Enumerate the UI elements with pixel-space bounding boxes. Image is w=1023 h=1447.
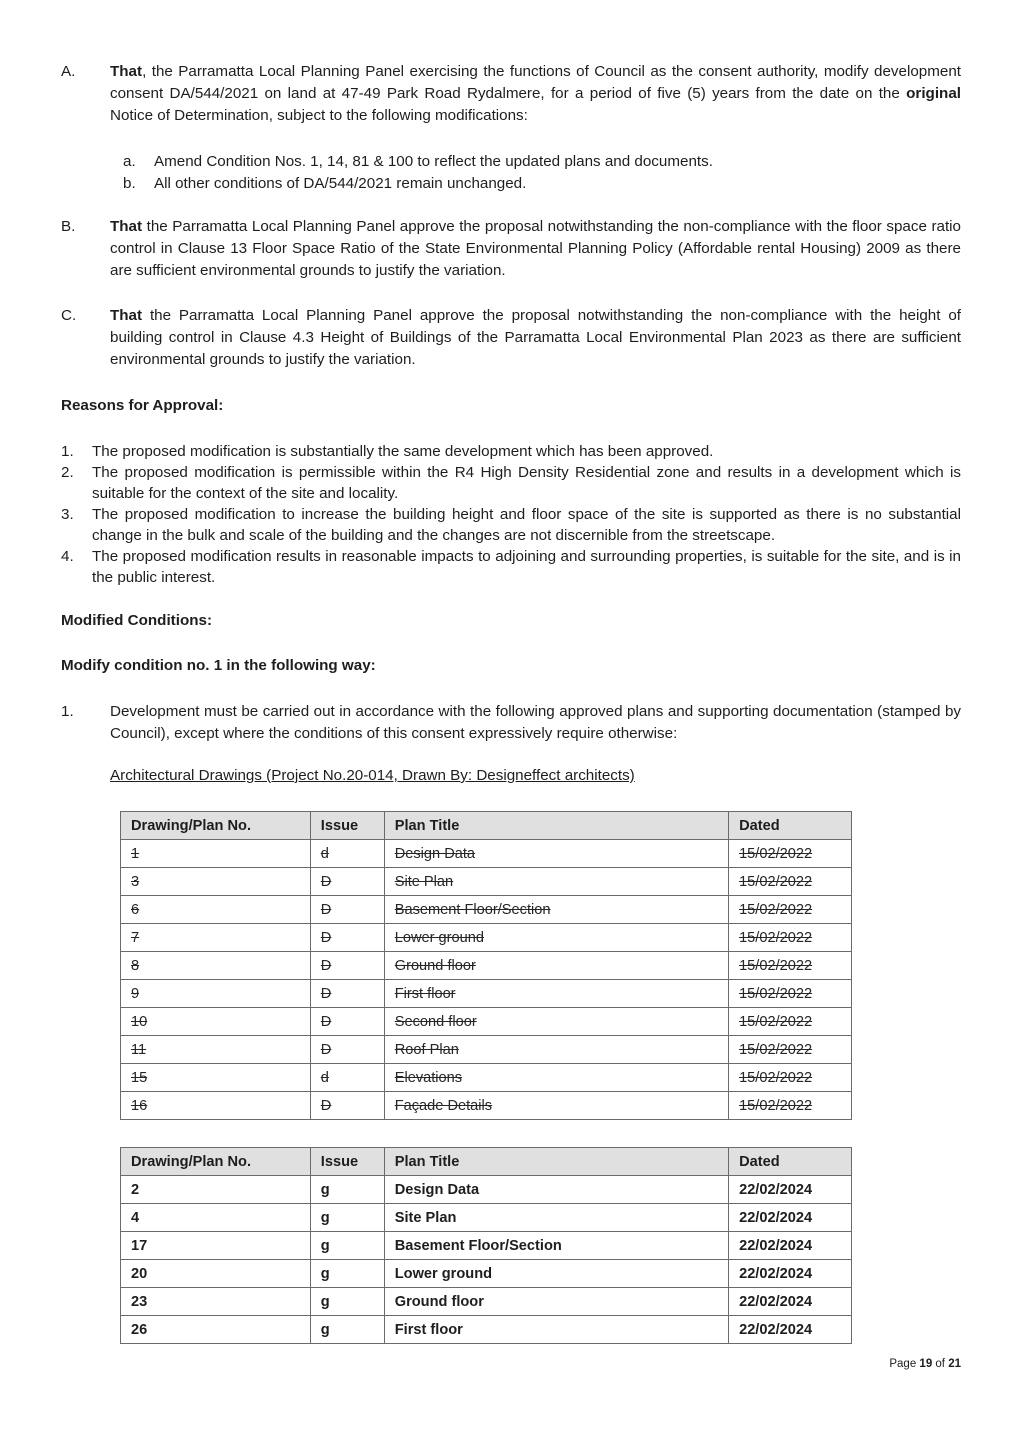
modified-conditions-heading: Modified Conditions: xyxy=(61,612,212,629)
plan-issue: g xyxy=(310,1204,384,1232)
plan-date: 22/02/2024 xyxy=(729,1316,852,1344)
plan-number: 10 xyxy=(121,1008,311,1036)
resolution-body: the Parramatta Local Planning Panel approve the proposal notwithstanding the non-compliance with the height of building control in Clause 4.3 Height of Buildings of the Parramatta Local Environmental Plan 2023 as there are sufficient environmental grounds to justify the variation. xyxy=(110,307,961,368)
plan-date: 22/02/2024 xyxy=(729,1288,852,1316)
plan-number: 20 xyxy=(121,1260,311,1288)
table-header-row xyxy=(121,812,852,840)
column-header: Issue xyxy=(310,812,384,840)
plan-title: First floor xyxy=(384,980,728,1008)
reason-item xyxy=(61,441,961,463)
resolution-body: the Parramatta Local Planning Panel approve the proposal notwithstanding the non-compliance with the floor space ratio control in Clause 13 Floor Space Ratio of the State Environmental Planning Policy (Affordable rental Housing) 2009 as there are sufficient environmental grounds to justify the variation. xyxy=(110,218,961,279)
column-header: Drawing/Plan No. xyxy=(121,812,311,840)
reason-text: The proposed modification results in reasonable impacts to adjoining and surrounding properties, is suitable for the site, and is in the public interest. xyxy=(92,548,961,586)
architectural-drawings-title: Architectural Drawings (Project No.20-014, Drawn By: Designeffect architects) xyxy=(110,767,635,784)
plan-issue: D xyxy=(310,1008,384,1036)
plan-title: Design Data xyxy=(384,840,728,868)
plan-number: 23 xyxy=(121,1288,311,1316)
plan-number: 11 xyxy=(121,1036,311,1064)
plan-issue: g xyxy=(310,1316,384,1344)
modification-text: All other conditions of DA/544/2021 remain unchanged. xyxy=(154,175,527,192)
resolution-lead: That xyxy=(110,218,143,235)
resolution-label: B. xyxy=(61,218,76,235)
plan-number: 26 xyxy=(121,1316,311,1344)
resolution-lead: That xyxy=(110,63,143,80)
condition-text: Development must be carried out in accordance with the following approved plans and supporting documentation (stamped by Council), except where the conditions of this consent expressively require otherwise: xyxy=(110,703,961,742)
plan-number: 2 xyxy=(121,1176,311,1204)
reason-label: 3. xyxy=(61,506,74,523)
plan-number: 7 xyxy=(121,924,311,952)
reasons-heading: Reasons for Approval: xyxy=(61,397,224,414)
table-row xyxy=(121,868,852,896)
reason-item xyxy=(61,546,961,588)
modification-text: Amend Condition Nos. 1, 14, 81 & 100 to reflect the updated plans and documents. xyxy=(154,153,713,170)
plan-issue: g xyxy=(310,1176,384,1204)
column-header: Plan Title xyxy=(384,812,728,840)
table-row xyxy=(121,980,852,1008)
superseded-plans-table xyxy=(120,811,852,1120)
plan-number: 8 xyxy=(121,952,311,980)
resolution-text xyxy=(110,216,961,282)
resolution-emphasis: original xyxy=(906,85,961,102)
plan-issue: g xyxy=(310,1232,384,1260)
plan-date: 15/02/2022 xyxy=(729,1036,852,1064)
table-row xyxy=(121,1288,852,1316)
plan-date: 15/02/2022 xyxy=(729,840,852,868)
plan-date: 22/02/2024 xyxy=(729,1232,852,1260)
current-page-number: 19 xyxy=(919,1358,933,1370)
footer-separator: of xyxy=(932,1358,949,1370)
resolution-label: C. xyxy=(61,307,77,324)
column-header: Plan Title xyxy=(384,1148,728,1176)
plan-title: Lower ground xyxy=(384,924,728,952)
resolution-c xyxy=(61,305,961,371)
reason-item xyxy=(61,462,961,504)
condition-label: 1. xyxy=(61,703,74,720)
resolution-lead: That xyxy=(110,307,143,324)
table-row xyxy=(121,1064,852,1092)
table-row xyxy=(121,1232,852,1260)
column-header: Issue xyxy=(310,1148,384,1176)
table-row xyxy=(121,1092,852,1120)
reason-label: 1. xyxy=(61,443,74,460)
resolution-text-before: , the Parramatta Local Planning Panel exercising the functions of Council as the consent authority, modify development consent DA/544/2021 on land at 47-49 Park Road Rydalmere, for a period of five (5) years from the date on the xyxy=(110,63,961,102)
plan-issue: d xyxy=(310,1064,384,1092)
resolution-text xyxy=(110,61,961,127)
plan-title: Site Plan xyxy=(384,1204,728,1232)
table-row xyxy=(121,840,852,868)
modification-b xyxy=(123,173,963,195)
plan-title: Basement Floor/Section xyxy=(384,1232,728,1260)
table-row xyxy=(121,952,852,980)
plan-date: 22/02/2024 xyxy=(729,1260,852,1288)
plan-title: Site Plan xyxy=(384,868,728,896)
reason-text: The proposed modification is substantially the same development which has been approved. xyxy=(92,443,714,460)
table-row xyxy=(121,896,852,924)
reason-label: 4. xyxy=(61,548,74,565)
plan-date: 15/02/2022 xyxy=(729,980,852,1008)
column-header: Drawing/Plan No. xyxy=(121,1148,311,1176)
total-page-count: 21 xyxy=(948,1358,961,1370)
plan-number: 16 xyxy=(121,1092,311,1120)
plan-issue: D xyxy=(310,896,384,924)
plan-date: 15/02/2022 xyxy=(729,896,852,924)
table-header-row xyxy=(121,1148,852,1176)
plan-issue: g xyxy=(310,1288,384,1316)
plan-number: 3 xyxy=(121,868,311,896)
plan-number: 4 xyxy=(121,1204,311,1232)
plan-number: 9 xyxy=(121,980,311,1008)
plan-title: Elevations xyxy=(384,1064,728,1092)
plan-date: 15/02/2022 xyxy=(729,1008,852,1036)
plan-title: Lower ground xyxy=(384,1260,728,1288)
table-row xyxy=(121,1260,852,1288)
modification-a xyxy=(123,151,963,173)
plan-issue: D xyxy=(310,924,384,952)
footer-prefix: Page xyxy=(889,1358,920,1370)
plan-number: 15 xyxy=(121,1064,311,1092)
plan-title: Façade Details xyxy=(384,1092,728,1120)
table-row xyxy=(121,1204,852,1232)
modification-label: a. xyxy=(123,153,136,170)
plan-issue: D xyxy=(310,1092,384,1120)
plan-number: 6 xyxy=(121,896,311,924)
page-number-footer xyxy=(889,1353,961,1375)
plan-issue: D xyxy=(310,952,384,980)
column-header: Dated xyxy=(729,1148,852,1176)
plan-date: 22/02/2024 xyxy=(729,1204,852,1232)
plan-title: First floor xyxy=(384,1316,728,1344)
plan-date: 15/02/2022 xyxy=(729,924,852,952)
approved-plans-table xyxy=(120,1147,852,1344)
plan-title: Roof Plan xyxy=(384,1036,728,1064)
table-row xyxy=(121,924,852,952)
plan-title: Ground floor xyxy=(384,1288,728,1316)
plan-issue: D xyxy=(310,868,384,896)
table-row xyxy=(121,1008,852,1036)
plan-date: 15/02/2022 xyxy=(729,952,852,980)
reason-label: 2. xyxy=(61,464,74,481)
plan-number: 17 xyxy=(121,1232,311,1260)
reason-item xyxy=(61,504,961,546)
plan-number: 1 xyxy=(121,840,311,868)
plan-date: 15/02/2022 xyxy=(729,868,852,896)
plan-date: 15/02/2022 xyxy=(729,1092,852,1120)
table-row xyxy=(121,1316,852,1344)
plan-issue: d xyxy=(310,840,384,868)
plan-date: 22/02/2024 xyxy=(729,1176,852,1204)
reason-text: The proposed modification is permissible within the R4 High Density Residential zone and results in a development which is suitable for the context of the site and locality. xyxy=(92,464,961,502)
plan-date: 15/02/2022 xyxy=(729,1064,852,1092)
column-header: Dated xyxy=(729,812,852,840)
modification-label: b. xyxy=(123,175,136,192)
plan-title: Ground floor xyxy=(384,952,728,980)
resolution-b xyxy=(61,216,961,282)
resolution-text-after: Notice of Determination, subject to the following modifications: xyxy=(110,107,528,124)
modify-condition-heading: Modify condition no. 1 in the following way: xyxy=(61,657,376,674)
plan-issue: g xyxy=(310,1260,384,1288)
plan-issue: D xyxy=(310,980,384,1008)
plan-title: Second floor xyxy=(384,1008,728,1036)
table-row xyxy=(121,1176,852,1204)
resolution-label: A. xyxy=(61,63,76,80)
resolution-text xyxy=(110,305,961,371)
condition-1 xyxy=(61,701,961,745)
reason-text: The proposed modification to increase the building height and floor space of the site is supported as there is no substantial change in the bulk and scale of the building and the changes are not discernible from the streetscape. xyxy=(92,506,961,544)
plan-title: Basement Floor/Section xyxy=(384,896,728,924)
plan-issue: D xyxy=(310,1036,384,1064)
table-row xyxy=(121,1036,852,1064)
resolution-a xyxy=(61,61,961,127)
plan-title: Design Data xyxy=(384,1176,728,1204)
